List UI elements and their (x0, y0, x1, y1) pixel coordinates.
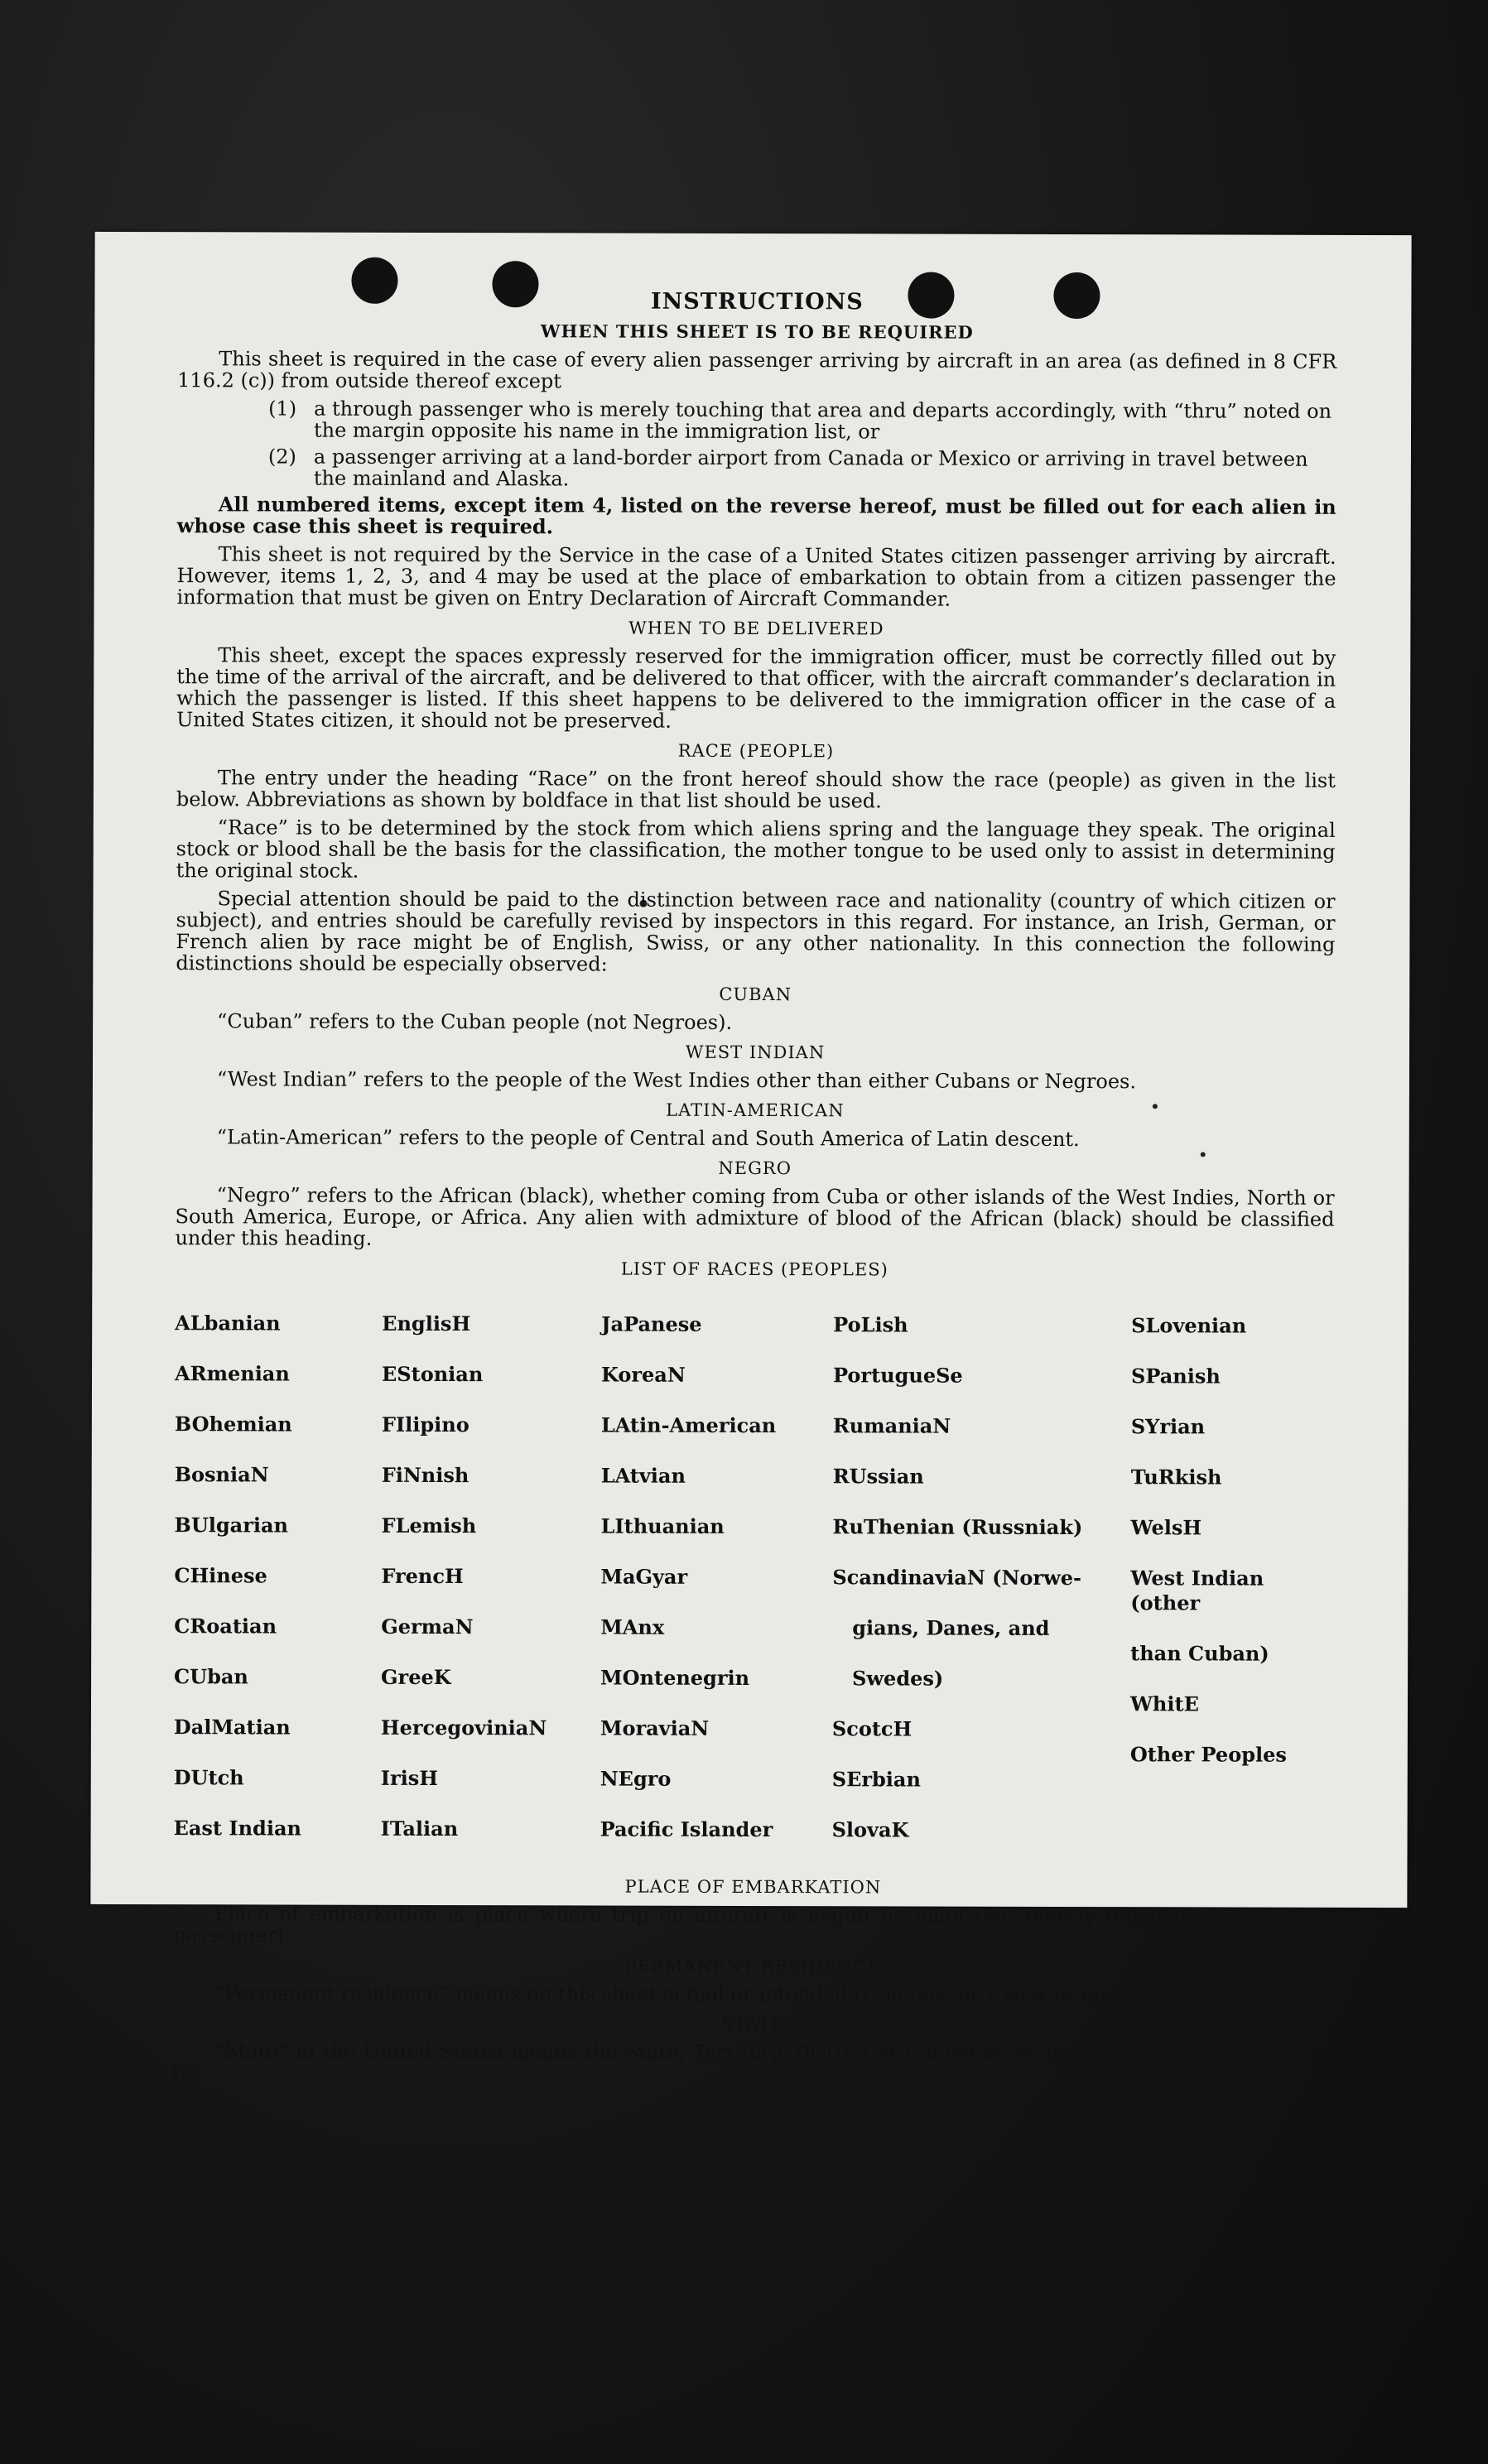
race-entry: CRoatian (174, 1613, 277, 1639)
race-entry: FLemish (381, 1513, 477, 1538)
paragraph-delivery: This sheet, except the spaces expressly reserved for the immigration officer, must be correctly filled out by the time of the arrival of the aircraft, and be delivered to that officer, with the aircraft commander’s declaration in which the passenger is listed. If this sheet happens to be delivered to the immigration officer in the case of a United States citizen, it should not be preserved. (176, 643, 1336, 733)
race-entry: GreeK (381, 1664, 451, 1689)
section-heading-embarkation: PLACE OF EMBARKATION (624, 1876, 882, 1897)
paragraph-race-entry: The entry under the heading “Race” on the front hereof should show the race (people) as given in the list below. Abbreviations as shown by boldface in that list should be used. (176, 766, 1336, 813)
paragraph-cuban: “Cuban” refers to the Cuban people (not Negroes). (217, 1009, 733, 1034)
paragraph-state: “State” in the United States means the State, Territory, District of Columbia, or Possession, as the case may be. (172, 2038, 1332, 2084)
section-heading-when-delivered: WHEN TO BE DELIVERED (628, 618, 884, 639)
exception-text: a through passenger who is merely touching that area and departs accordingly, with “thru” noted on the margin opposite his name in the immigration list, or (313, 397, 1332, 444)
document-sheet (90, 232, 1411, 2084)
race-entry: SPanish (1130, 1363, 1221, 1388)
race-entry: ScotcH (831, 1716, 913, 1741)
paragraph-latin-american: “Latin-American” refers to the people of Central and South America of Latin descent. (216, 1125, 1080, 1152)
race-entry: LAtin-American (600, 1412, 777, 1437)
race-entry: ALbanian (175, 1310, 281, 1335)
race-entry: BOhemian (174, 1411, 292, 1437)
race-entry: Swedes) (852, 1665, 944, 1691)
paragraph-embarkation: Place of embarkation is place where trip on aircraft is begun by alien (not merely touched as a through passenger). (173, 1901, 1333, 1947)
section-heading-race: RACE (PEOPLE) (677, 740, 835, 762)
race-entry: FiNnish (381, 1462, 470, 1487)
race-entry: SYrian (1130, 1413, 1206, 1438)
race-entry: PoLish (833, 1311, 908, 1336)
race-column (173, 1285, 382, 1866)
paragraph-negro: “Negro” refers to the African (black), whether coming from Cuba or other islands of the West Indies, North or South America, Europe, or Africa. Any alien with admixture of blood of the African (black) should be classified under this heading. (175, 1183, 1335, 1250)
exception-item (268, 445, 1336, 491)
race-entry: than Cuban) (1130, 1641, 1269, 1666)
race-entry: RUssian (832, 1463, 924, 1489)
paragraph-race-nationality: Special attention should be paid to the distinction between race and nationality (country of which citizen or subject), and entries should be carefully revised by inspectors in this regard. For instance, an Irish, German, or French alien by race might be of English, Swiss, or any other nationality. In this connection the following distinctions should be especially observed: (176, 887, 1336, 976)
race-entry: SErbian (831, 1766, 921, 1792)
race-entry: FIlipino (381, 1412, 470, 1437)
paragraph-required-intro: This sheet is required in the case of every alien passenger arriving by aircraft in an area (as defined in 8 CFR 116.2 (c)) from outside thereof except (177, 347, 1337, 393)
race-entry: WhitE (1129, 1692, 1199, 1716)
page-title: INSTRUCTIONS (650, 288, 864, 315)
exception-text: a passenger arriving at a land-border airport from Canada or Mexico or arriving in travel between the mainland and Alaska. (313, 445, 1308, 491)
exception-number: (2) (267, 445, 296, 469)
race-entry: Other Peoples (1129, 1742, 1287, 1767)
race-entry: East Indian (173, 1815, 302, 1841)
section-heading-list-of-races: LIST OF RACES (PEOPLES) (620, 1258, 888, 1280)
race-entry: BUlgarian (174, 1512, 289, 1538)
race-entry: LAtvian (600, 1463, 686, 1488)
race-entry: ARmenian (175, 1360, 290, 1386)
race-entry: CUban (174, 1663, 248, 1688)
race-entry: LIthuanian (600, 1514, 725, 1538)
race-entry: SlovaK (831, 1817, 909, 1842)
race-entry: West Indian (other (1130, 1565, 1264, 1615)
exception-item (268, 397, 1336, 443)
race-entry: KoreaN (600, 1362, 686, 1387)
section-heading-latin-american: LATIN-AMERICAN (666, 1100, 845, 1121)
instructions-body (173, 290, 1337, 2092)
race-column (380, 1286, 601, 1867)
exception-number: (1) (268, 397, 297, 421)
race-entry: MAnx (600, 1615, 665, 1639)
paragraph-numbered-items: All numbered items, except item 4, listed on the reverse hereof, must be filled out for each alien in whose case this sheet is required. (176, 492, 1336, 539)
section-heading-when-required: WHEN THIS SHEET IS TO BE REQUIRED (540, 320, 974, 343)
race-list (173, 1285, 1334, 1869)
section-heading-negro: NEGRO (718, 1157, 792, 1179)
race-entry: SLovenian (1131, 1312, 1247, 1338)
race-entry: DalMatian (173, 1714, 291, 1740)
race-entry: WelsH (1130, 1514, 1202, 1539)
race-entry: DUtch (173, 1764, 244, 1789)
race-entry: NEgro (600, 1766, 672, 1791)
race-entry: TuRkish (1130, 1464, 1222, 1489)
section-heading-cuban: CUBAN (719, 984, 792, 1005)
race-entry: MOntenegrin (600, 1665, 750, 1690)
race-entry: RuThenian (Russniak) (832, 1514, 1083, 1539)
race-entry: MoraviaN (600, 1716, 710, 1740)
race-column (600, 1287, 833, 1868)
section-heading-west-indian: WEST INDIAN (685, 1042, 826, 1063)
race-entry: BosniaN (174, 1461, 269, 1486)
race-entry: GermaN (381, 1614, 474, 1639)
race-entry: PortugueSe (832, 1362, 963, 1388)
race-entry: ScandinaviaN (Norwe- (832, 1564, 1082, 1590)
race-entry: EnglisH (382, 1311, 471, 1335)
paragraph-residence: “Permanent residence” means on this sheet actual or intended residence of 1 year or more. (214, 1980, 1140, 2007)
paragraph-race-definition: “Race” is to be determined by the stock from which aliens spring and the language they speak. The original stock or blood shall be the basis for the classification, the mother tongue to be used only to assist in determining the original stock. (176, 816, 1336, 883)
paragraph-west-indian: “West Indian” refers to the people of the West Indies other than either Cubans or Negroes. (216, 1067, 1137, 1094)
race-column (831, 1287, 1131, 1868)
paragraph-citizen: This sheet is not required by the Service in the case of a United States citizen passenger arriving by aircraft. However, items 1, 2, 3, and 4 may be used at the place of embarkation to obtain from a citizen passenger the information that must be given on Entry Declaration of Aircraft Commander. (176, 542, 1336, 611)
race-entry: HercegoviniaN (380, 1715, 547, 1740)
race-entry: gians, Danes, and (852, 1615, 1050, 1640)
race-entry: FrencH (381, 1563, 464, 1588)
race-entry: EStonian (382, 1361, 484, 1386)
section-heading-state: STATE (721, 2014, 784, 2034)
race-column (1129, 1287, 1334, 1869)
race-entry: IrisH (380, 1765, 438, 1790)
section-heading-residence: PERMANENT RESIDENCE (624, 1956, 881, 1976)
race-entry: JaPanese (601, 1311, 702, 1336)
race-entry: MaGyar (600, 1564, 688, 1589)
race-entry: CHinese (174, 1562, 267, 1587)
race-entry: ITalian (380, 1816, 459, 1841)
race-entry: Pacific Islander (600, 1817, 773, 1841)
race-entry: RumaniaN (832, 1412, 951, 1438)
